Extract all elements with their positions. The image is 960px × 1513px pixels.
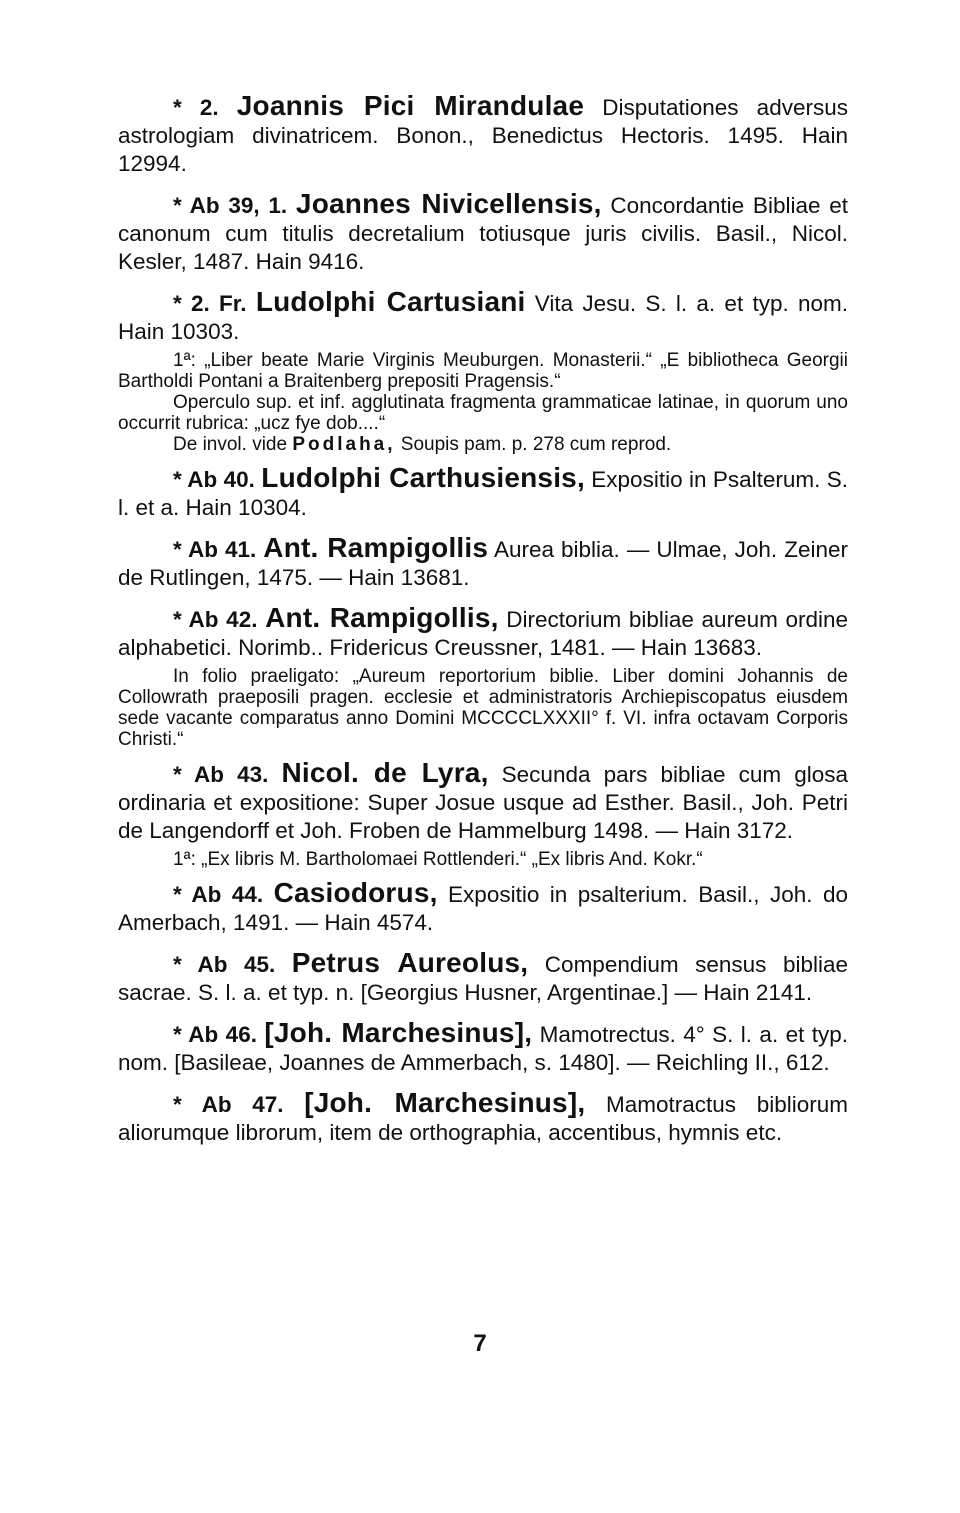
entry-author: Ant. Rampigollis, [265,602,499,633]
entry-lead: * Ab 47. [173,1092,284,1117]
entry-lead: * Ab 40. [173,467,255,492]
note-line [118,434,848,455]
entry-text: Aurea biblia. — Ulmae, Joh. Zeiner de Rutlingen, 1475. — Hain 13681. [118,537,848,590]
entry-nivicellensis [118,190,848,276]
entry-lead: * Ab 43. [173,762,269,787]
entry-author: Joannis Pici Mirandulae [236,90,585,121]
entry-text: Disputationes adversus astrologiam divinatricem. Bonon., Benedictus Hectoris. 1495. Hain 12994. [118,95,848,176]
entry-author: Ludolphi Cartusiani [255,286,526,317]
entry-ludolphi-carthusiensis [118,464,848,522]
document-page [118,92,848,1159]
entry-author: Casiodorus, [273,877,438,908]
entry-author: Nicol. de Lyra, [281,757,489,788]
entry-nicol-de-lyra [118,759,848,845]
entry-text: Concordantie Bibliae et canonum cum titulis decretalium totiusque juris civilis. Basil., Nicol. Kesler, 1487. Hain 9416. [118,193,848,274]
entry-text: Expositio in Psalterum. S. l. et a. Hain 10304. [118,467,848,520]
entry-author: [Joh. Marchesinus], [304,1087,586,1118]
entry-lead: * 2. [173,95,219,120]
entry-lead: * Ab 45. [173,952,276,977]
entry-text: Compendium sensus bibliae sacrae. S. l. a. et typ. n. [Georgius Husner, Argentinae.] — Hain 2141. [118,952,848,1005]
note-line: 1ª: „Ex libris M. Bartholomaei Rottlenderi.“ „Ex libris And. Kokr.“ [173,849,703,870]
entry-rampigollis-42 [118,604,848,662]
note-text: Soupis pam. p. 278 cum reprod. [395,434,672,455]
entry-lead: * 2. Fr. [173,291,247,316]
entry-author: Petrus Aureolus, [291,947,529,978]
entry-pici-mirandulae [118,92,848,178]
entry-text: Secunda pars bibliae cum glosa ordinaria et expositione: Super Josue usque ad Esther. Basil., Joh. Petri de Langendorff et Joh. Froben de Hammelburg 1498. — Hain 3172. [118,762,848,843]
note-text: De invol. vide [173,434,293,455]
provenance-note [118,666,848,750]
provenance-note [118,849,848,870]
note-line: Operculo sup. et inf. agglutinata fragmenta grammaticae latinae, in quorum uno occurrit rubrica: „ucz fye dob....“ [118,392,848,434]
entry-lead: * Ab 39, 1. [173,193,288,218]
note-cited-author: Podlaha, [292,434,396,455]
entry-ludolphi-cartusiani [118,288,848,346]
entry-marchesinus-46 [118,1019,848,1077]
entry-lead: * Ab 42. [173,607,258,632]
page-number: 7 [473,1330,487,1357]
note-line: In folio praeligato: „Aureum reportorium biblie. Liber domini Johannis de Collowrath praeposili pragen. ecclesie et administratoris Archiepiscopatus eiusdem sede vacante comparatus anno Domini MCCCCLXXXII° f. VI. infra octavam Corporis Christi.“ [118,666,848,750]
entry-rampigollis-41 [118,534,848,592]
entry-text: Expositio in psalterium. Basil., Joh. do Amerbach, 1491. — Hain 4574. [118,882,848,935]
entry-text: Mamotrectus. 4° S. l. a. et typ. nom. [Basileae, Joannes de Ammerbach, s. 1480]. — Reichling II., 612. [118,1022,848,1075]
entry-text: Directorium bibliae aureum ordine alphabetici. Norimb.. Fridericus Creussner, 1481. — Hain 13683. [118,607,849,660]
entry-text: Vita Jesu. S. l. a. et typ. nom. Hain 10303. [118,291,848,344]
note-line: 1ª: „Liber beate Marie Virginis Meuburgen. Monasterii.“ „E bibliotheca Georgii Bartholdi Pontani a Braitenberg prepositi Pragensis.“ [118,350,848,392]
entry-lead: * Ab 44. [173,882,264,907]
entry-text: Mamotractus bibliorum aliorumque librorum, item de orthographia, accentibus, hymnis etc. [118,1092,848,1145]
entry-lead: * Ab 41. [173,537,257,562]
entry-author: Joannes Nivicellensis, [295,188,602,219]
entry-marchesinus-47 [118,1089,848,1147]
entry-author: Ant. Rampigollis [263,532,489,563]
entry-petrus-aureolus [118,949,848,1007]
entry-lead: * Ab 46. [173,1022,257,1047]
provenance-note [118,350,848,455]
entry-author: Ludolphi Carthusiensis, [261,462,585,493]
entry-casiodorus [118,879,848,937]
entry-author: [Joh. Marchesinus], [264,1017,533,1048]
